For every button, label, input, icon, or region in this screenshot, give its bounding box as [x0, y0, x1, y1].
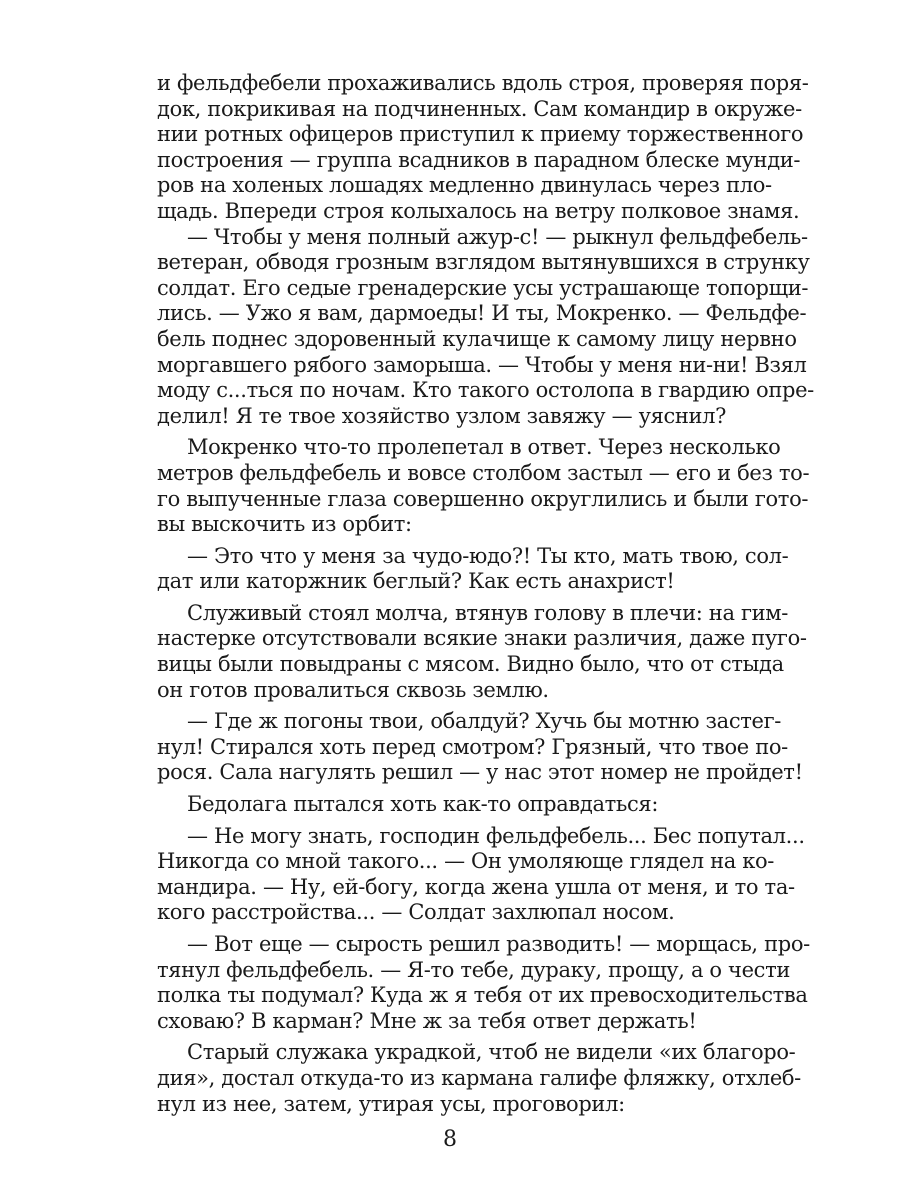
text-line: солдат. Его седые гренадерские усы устрашающе топорщи- [157, 275, 809, 300]
text-line: настерке отсутствовали всякие знаки различия, даже пуго- [157, 626, 807, 651]
text-line: вицы были повыдраны с мясом. Видно было, что от стыда [157, 652, 784, 677]
text-line: Бедолага пытался хоть как-то оправдаться: [187, 792, 659, 817]
text-line: Служивый стоял молча, втянув голову в плечи: на гим- [187, 600, 788, 625]
text-line: — Вот еще — сырость решил разводить! — морщась, про- [187, 932, 810, 956]
text-line: моду с...ться по ночам. Кто такого остолопа в гвардию опре- [157, 378, 814, 403]
text-line: делил! Я те твое хозяйство узлом завяжу — уяснил? [157, 403, 727, 428]
text-line: ров на холеных лошадях медленно двинулась через пло- [157, 173, 772, 198]
text-line: и фельдфебели прохаживались вдоль строя, проверяя поря- [157, 71, 809, 95]
text-line: Мокренко что-то пролепетал в ответ. Через несколько [187, 435, 781, 460]
text-line: нии ротных офицеров приступил к приему торжественного [157, 122, 804, 147]
text-line: построения — группа всадников в парадном блеске мунди- [157, 147, 801, 172]
text-line: бель поднес здоровенный кулачище к самому лицу нервно [157, 326, 797, 351]
text-line: моргавшего рябого заморыша. — Чтобы у меня ни-ни! Взял [157, 352, 807, 377]
text-line: — Где ж погоны твои, обалдуй? Хучь бы мотню застег- [187, 709, 781, 734]
text-line: нул! Стирался хоть перед смотром? Грязный, что твое по- [157, 734, 788, 759]
text-line: — Чтобы у меня полный ажур-с! — рыкнул фельдфебель- [187, 224, 808, 249]
text-line: нул из нее, затем, утирая усы, проговорил: [157, 1091, 625, 1116]
body-text [157, 71, 814, 1117]
text-line: сховаю? В карман? Мне ж за тебя ответ держать! [157, 1008, 697, 1033]
text-line: — Не могу знать, господин фельдфебель... Бес попутал... [187, 823, 805, 848]
text-line: тянул фельдфебель. — Я-то тебе, дураку, прощу, а о чести [157, 957, 790, 982]
text-line: кого расстройства... — Солдат захлюпал носом. [157, 900, 675, 925]
text-line: Старый служака украдкой, чтоб не видели «их благоро- [187, 1040, 796, 1065]
text-line: ветеран, обводя грозным взглядом вытянувшихся в струнку [157, 250, 810, 275]
text-line: метров фельдфебель и вовсе столбом застыл — его и без то- [157, 460, 810, 485]
page-number: 8 [443, 1127, 457, 1152]
text-line: лись. — Ужо я вам, дармоеды! И ты, Мокренко. — Фельдфе- [157, 301, 807, 326]
text-line: рося. Сала нагулять решил — у нас этот номер не пройдет! [157, 760, 803, 785]
text-line: вы выскочить из орбит: [157, 512, 412, 537]
text-line: — Это что у меня за чудо-юдо?! Ты кто, мать твою, сол- [187, 543, 789, 568]
text-line: он готов провалиться сквозь землю. [157, 677, 549, 702]
text-line: дат или каторжник беглый? Как есть анахрист! [157, 569, 675, 594]
text-line: го выпученные глаза совершенно округлились и были гото- [157, 486, 809, 511]
text-line: полка ты подумал? Куда ж я тебя от их превосходительства [157, 983, 808, 1008]
text-line: щадь. Впереди строя колыхалось на ветру полковое знамя. [157, 198, 800, 223]
text-line: док, покрикивая на подчиненных. Сам командир в окруже- [157, 96, 802, 121]
text-line: мандира. — Ну, ей-богу, когда жена ушла от меня, и то та- [157, 874, 795, 899]
text-line: дия», достал откуда-то из кармана галифе фляжку, отхлеб- [157, 1065, 801, 1090]
text-line: Никогда со мной такого... — Он умоляюще глядел на ко- [157, 849, 775, 874]
